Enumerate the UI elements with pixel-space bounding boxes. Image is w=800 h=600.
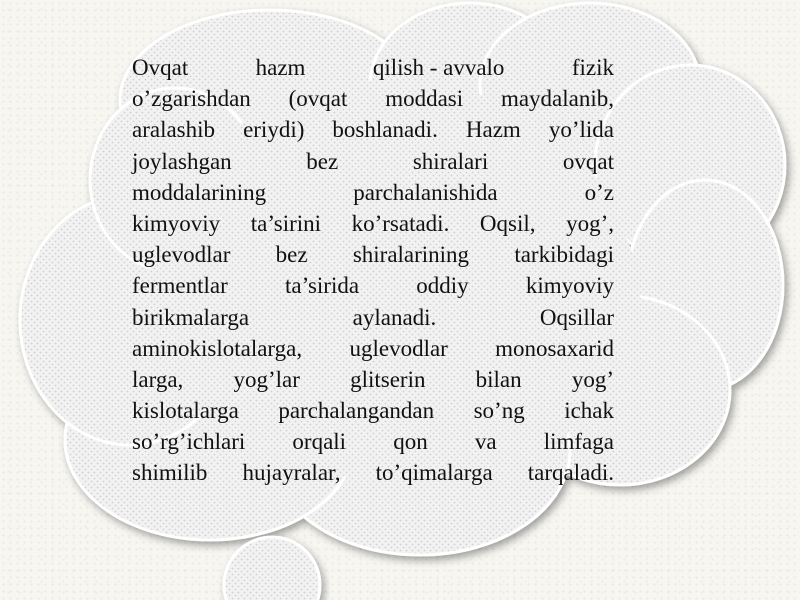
- text-word: orqali: [292, 429, 347, 455]
- text-word: o’z: [584, 179, 614, 205]
- text-word: parchalangandan: [278, 398, 435, 424]
- text-word: kimyoviy: [132, 210, 221, 236]
- text-line: [132, 83, 614, 114]
- text-word: va: [474, 429, 497, 455]
- text-word: shimilib: [132, 460, 208, 486]
- text-line: [132, 239, 614, 270]
- text-line: [132, 426, 614, 457]
- text-word: qilish - avvalo: [372, 55, 505, 80]
- text-word: hujayralar,: [242, 460, 341, 486]
- text-word: joylashgan: [132, 148, 232, 174]
- text-word: fizik: [571, 55, 614, 80]
- text-word: eriydi): [243, 117, 305, 143]
- text-word: so’rg’ichlari: [132, 429, 246, 455]
- text-word: yo’lida: [548, 117, 614, 143]
- text-word: (ovqat: [288, 86, 348, 112]
- text-word: shiralarining: [352, 242, 470, 268]
- text-word: glitserin: [350, 366, 426, 392]
- text-word: parchalanishida: [353, 179, 498, 205]
- text-word: aminokislotalarga,: [132, 335, 303, 361]
- text-line: [132, 364, 614, 395]
- text-word: yog’: [571, 366, 614, 392]
- text-word: yog’lar: [233, 366, 300, 392]
- text-word: Hazm: [465, 117, 521, 143]
- text-word: aylanadi.: [352, 304, 437, 330]
- text-word: aralashib: [132, 117, 216, 143]
- text-line: [132, 457, 614, 488]
- text-word: uglevodlar: [349, 335, 448, 361]
- text-word: moddalarining: [132, 179, 267, 205]
- text-word: ko’rsatadi.: [351, 210, 450, 236]
- text-word: tarkibidagi: [514, 242, 614, 268]
- text-line: [132, 333, 614, 364]
- text-line: [132, 177, 614, 208]
- cloud-bubble: [224, 537, 320, 600]
- text-word: kislotalarga: [132, 398, 239, 424]
- text-word: to’qimalarga: [375, 460, 493, 486]
- text-word: ichak: [564, 398, 614, 424]
- text-line: [132, 395, 614, 426]
- text-word: uglevodlar: [132, 242, 231, 268]
- text-word: yog’,: [566, 210, 614, 236]
- text-word: bilan: [475, 366, 522, 392]
- text-line: [132, 52, 614, 83]
- text-word: ta’sirini: [250, 210, 322, 236]
- text-word: birikmalarga: [132, 304, 250, 330]
- text-line: [132, 208, 614, 239]
- text-word: tarqaladi.: [527, 460, 614, 486]
- text-word: boshlanadi.: [332, 117, 438, 143]
- text-word: bez: [275, 242, 308, 268]
- text-word: Ovqat: [132, 55, 189, 80]
- text-word: hazm: [255, 55, 306, 80]
- text-line: [132, 302, 614, 333]
- text-word: qon: [393, 429, 428, 455]
- text-line: [132, 146, 614, 177]
- text-word: limfaga: [543, 429, 614, 455]
- text-word: shiralari: [412, 148, 489, 174]
- text-line: [132, 270, 614, 301]
- text-word: Oqsil,: [479, 210, 536, 236]
- text-word: monosaxarid: [495, 335, 614, 361]
- text-word: maydalanib,: [500, 86, 614, 112]
- text-word: larga,: [132, 366, 184, 392]
- text-line: [132, 114, 614, 145]
- text-word: bez: [306, 148, 339, 174]
- text-word: fermentlar: [132, 273, 228, 299]
- text-word: ta’sirida: [284, 273, 360, 299]
- text-word: Oqsillar: [539, 304, 614, 330]
- text-word: so’ng: [473, 398, 525, 424]
- text-word: oddiy: [416, 273, 469, 299]
- text-word: moddasi: [385, 86, 464, 112]
- text-word: ovqat: [562, 148, 614, 174]
- text-word: o’zgarishdan: [132, 86, 251, 112]
- text-word: kimyoviy: [525, 273, 614, 299]
- slide-text: [132, 52, 614, 489]
